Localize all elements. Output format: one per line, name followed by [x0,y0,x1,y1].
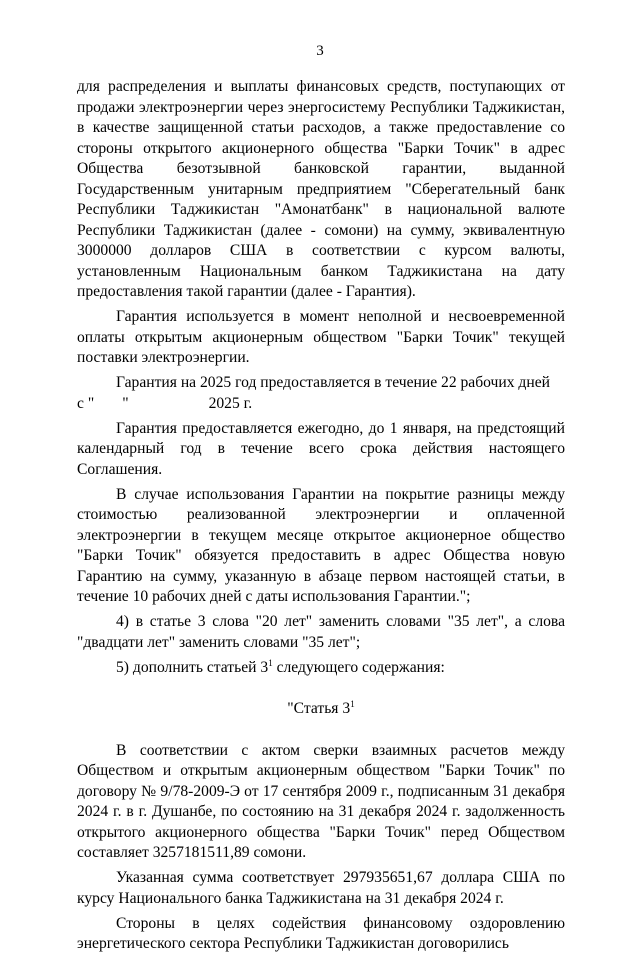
date-closing-quote: " [122,394,129,412]
paragraph [77,658,565,679]
paragraph-date-line [77,394,565,415]
paragraph: В соответствии с актом сверки взаимных расчетов между Обществом и открытым акционерным обществом "Барки Точик" по договору № 9/78-2009-Э от 17 сентября 2009 г., подписанным 31 декабря 2024 г. в г. Душанбе, по состоянию на 31 декабря 2024 г. задолженность открытого акционерного общества "Барки Точик" перед Обществом составляет 3257181511,89 сомони. [77,741,565,861]
paragraph: 4) в статье 3 слова "20 лет" заменить словами "35 лет", а слова "двадцати лет" заменить словами "35 лет"; [77,613,565,651]
paragraph: В случае использования Гарантии на покрытие разницы между стоимостью реализованной электроэнергии и оплаченной электроэнергии в текущем месяце открытое акционерное общество "Барки Точик" обязуется предоставить в адрес Общества новую Гарантию на сумму, указанную в абзаце первом настоящей статьи, в течение 10 рабочих дней с даты использования Гарантии."; [77,485,565,605]
amend-text: 5) дополнить статьей 3 [116,658,269,676]
paragraph: Гарантия используется в момент неполной и несвоевременной оплаты открытым акционерным обществом "Барки Точик" текущей поставки электроэнергии. [77,308,565,366]
article-heading [77,699,565,720]
amend-text-end: следующего содержания: [272,658,445,676]
article-heading-text: "Статья 3 [287,700,351,717]
page-number: 3 [316,43,324,59]
paragraph: Стороны в целях содействия финансовому оздоровлению энергетического сектора Республики Таджикистан договорились [77,914,565,952]
superscript: 1 [350,699,355,709]
date-year: 2025 г. [208,394,253,412]
paragraph: Гарантия на 2025 год предоставляется в течение 22 рабочих дней [116,374,550,391]
date-prefix: с " [77,394,95,412]
paragraph: Указанная сумма соответствует 297935651,67 доллара США по курсу Национального банка Таджикистана на 31 декабря 2024 г. [77,869,565,907]
superscript: 1 [268,657,273,668]
paragraph: Гарантия предоставляется ежегодно, до 1 января, на предстоящий календарный год в течение всего срока действия настоящего Соглашения. [77,419,565,478]
document-body [77,77,565,959]
paragraph: для распределения и выплаты финансовых средств, поступающих от продажи электроэнергии через энергосистему Республики Таджикистан, в качестве защищенной статьи расходов, а также предоставление со стороны открытого акционерного общества "Барки Точик" в адрес Общества безотзывной банковской гарантии, выданной Государственным унитарным предприятием "Сберегательный банк Республики Таджикистан "Амонатбанк" в национальной валюте Республики Таджикистан (далее - сомони) на сумму, эквивалентную 3000000 долларов США в соответствии с курсом валюты, установленным Национальным банком Таджикистана на дату предоставления такой гарантии (далее - Гарантия). [77,78,565,300]
